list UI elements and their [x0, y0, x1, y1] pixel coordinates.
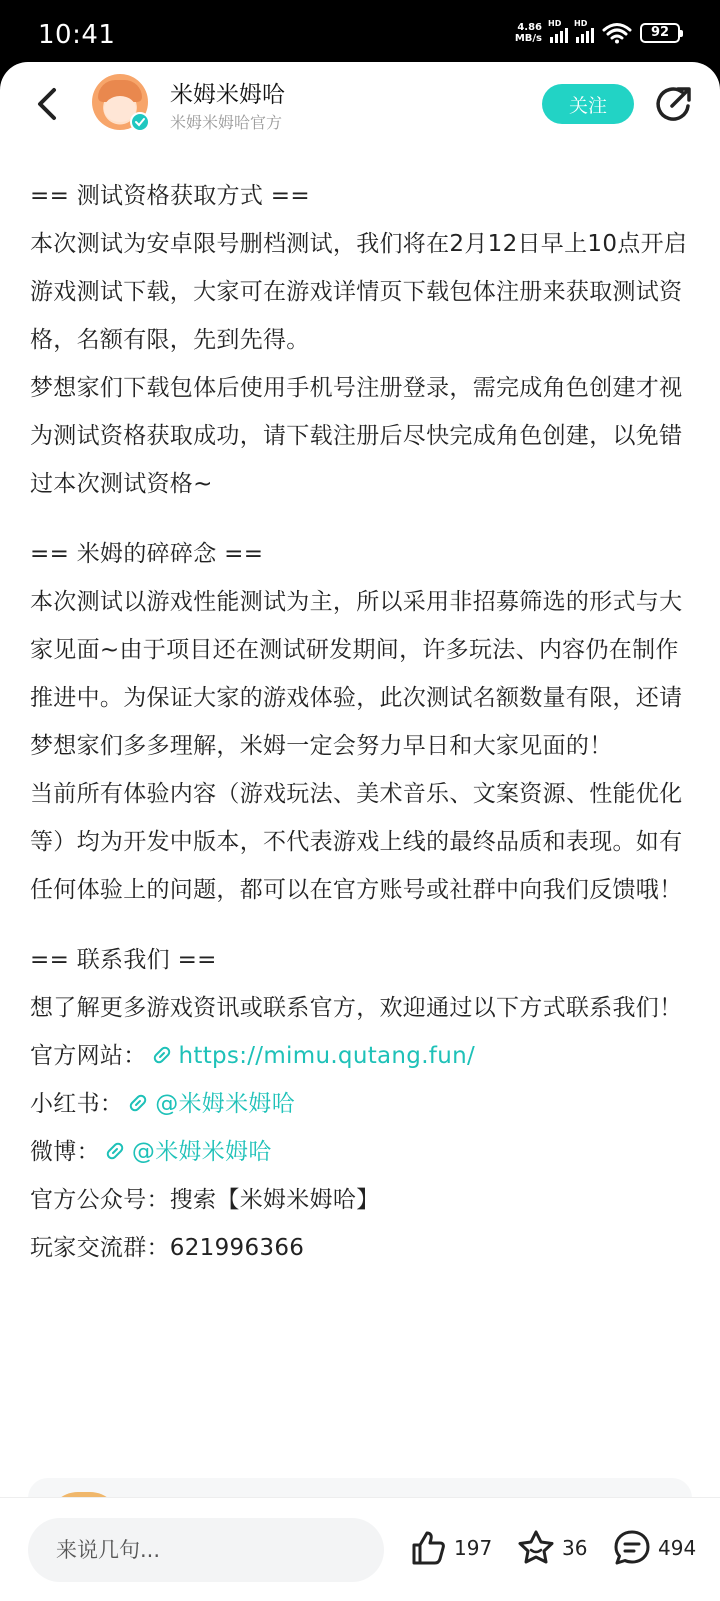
- xiaohongshu-link[interactable]: @米姆米姆哈: [155, 1091, 296, 1117]
- net-speed-value: 4.86: [517, 22, 542, 33]
- xiaohongshu-label: 小红书：: [30, 1091, 124, 1117]
- hd-label-1: HD: [548, 19, 562, 28]
- status-time: 10:41: [38, 20, 116, 50]
- bottom-action-bar: [0, 1497, 720, 1601]
- status-bar: [0, 0, 720, 68]
- signal-1-icon: [548, 19, 568, 43]
- favorite-count: 36: [562, 1536, 588, 1560]
- account-subtitle: 米姆米姆哈官方: [170, 113, 283, 132]
- back-arrow-icon[interactable]: [30, 84, 66, 124]
- signal-2-icon: [574, 19, 594, 43]
- net-speed-unit: MB/s: [514, 33, 542, 44]
- wechat-line: 官方公众号：搜索【米姆米姆哈】: [30, 1187, 380, 1213]
- xiaohongshu-line: [30, 1080, 700, 1128]
- website-line: [30, 1032, 700, 1080]
- account-name[interactable]: 米姆米姆哈: [170, 82, 285, 108]
- post-header: [0, 62, 720, 162]
- section-title-contact: == 联系我们 ==: [30, 947, 217, 973]
- follow-button[interactable]: 关注: [542, 84, 634, 124]
- verified-badge-icon: [130, 112, 150, 132]
- thumbs-up-icon: [408, 1528, 448, 1568]
- weibo-link[interactable]: @米姆米姆哈: [131, 1139, 272, 1165]
- weibo-label: 微博：: [30, 1139, 100, 1165]
- net-speed: [515, 22, 542, 44]
- like-button[interactable]: [408, 1528, 492, 1568]
- link-icon: [104, 1140, 126, 1162]
- paragraph: 本次测试以游戏性能测试为主，所以采用非招募筛选的形式与大家见面~由于项目还在测试研发期间，许多玩法、内容仍在制作推进中。为保证大家的游戏体验，此次测试名额数量有限，还请梦想家们多多理解，米姆一定会努力早日和大家见面的！: [30, 589, 683, 759]
- post-article: [30, 172, 700, 1272]
- share-icon[interactable]: [652, 84, 694, 126]
- hd-label-2: HD: [574, 19, 588, 28]
- star-icon: [516, 1528, 556, 1568]
- battery-icon: 92: [640, 23, 680, 43]
- link-icon: [127, 1092, 149, 1114]
- comments-button[interactable]: [612, 1528, 696, 1568]
- paragraph: 本次测试为安卓限号删档测试，我们将在2月12日早上10点开启游戏测试下载，大家可在游戏详情页下载包体注册来获取测试资格，名额有限，先到先得。: [30, 231, 688, 353]
- status-icons: [514, 19, 680, 44]
- link-icon: [151, 1044, 173, 1066]
- comment-input[interactable]: [28, 1518, 384, 1582]
- player-group-line: 玩家交流群：621996366: [30, 1235, 305, 1261]
- favorite-button[interactable]: [516, 1528, 587, 1568]
- comment-count: 494: [658, 1536, 697, 1560]
- website-label: 官方网站：: [30, 1043, 147, 1069]
- like-count: 197: [454, 1536, 493, 1560]
- paragraph: 想了解更多游戏资讯或联系官方，欢迎通过以下方式联系我们！: [30, 995, 683, 1021]
- paragraph: 当前所有体验内容（游戏玩法、美术音乐、文案资源、性能优化等）均为开发中版本，不代表游戏上线的最终品质和表现。如有任何体验上的问题，都可以在官方账号或社群中向我们反馈哦！: [30, 781, 683, 903]
- avatar[interactable]: [92, 74, 148, 130]
- post-sheet: [0, 62, 720, 1601]
- paragraph: 梦想家们下载包体后使用手机号注册登录，需完成角色创建才视为测试资格获取成功，请下载注册后尽快完成角色创建，以免错过本次测试资格~: [30, 375, 683, 497]
- wifi-icon: [602, 22, 632, 44]
- comment-bubble-icon: [612, 1528, 652, 1568]
- section-title-qualification: == 测试资格获取方式 ==: [30, 183, 310, 209]
- section-title-mimu-notes: == 米姆的碎碎念 ==: [30, 541, 264, 567]
- weibo-line: [30, 1128, 700, 1176]
- website-link[interactable]: https://mimu.qutang.fun/: [178, 1043, 476, 1069]
